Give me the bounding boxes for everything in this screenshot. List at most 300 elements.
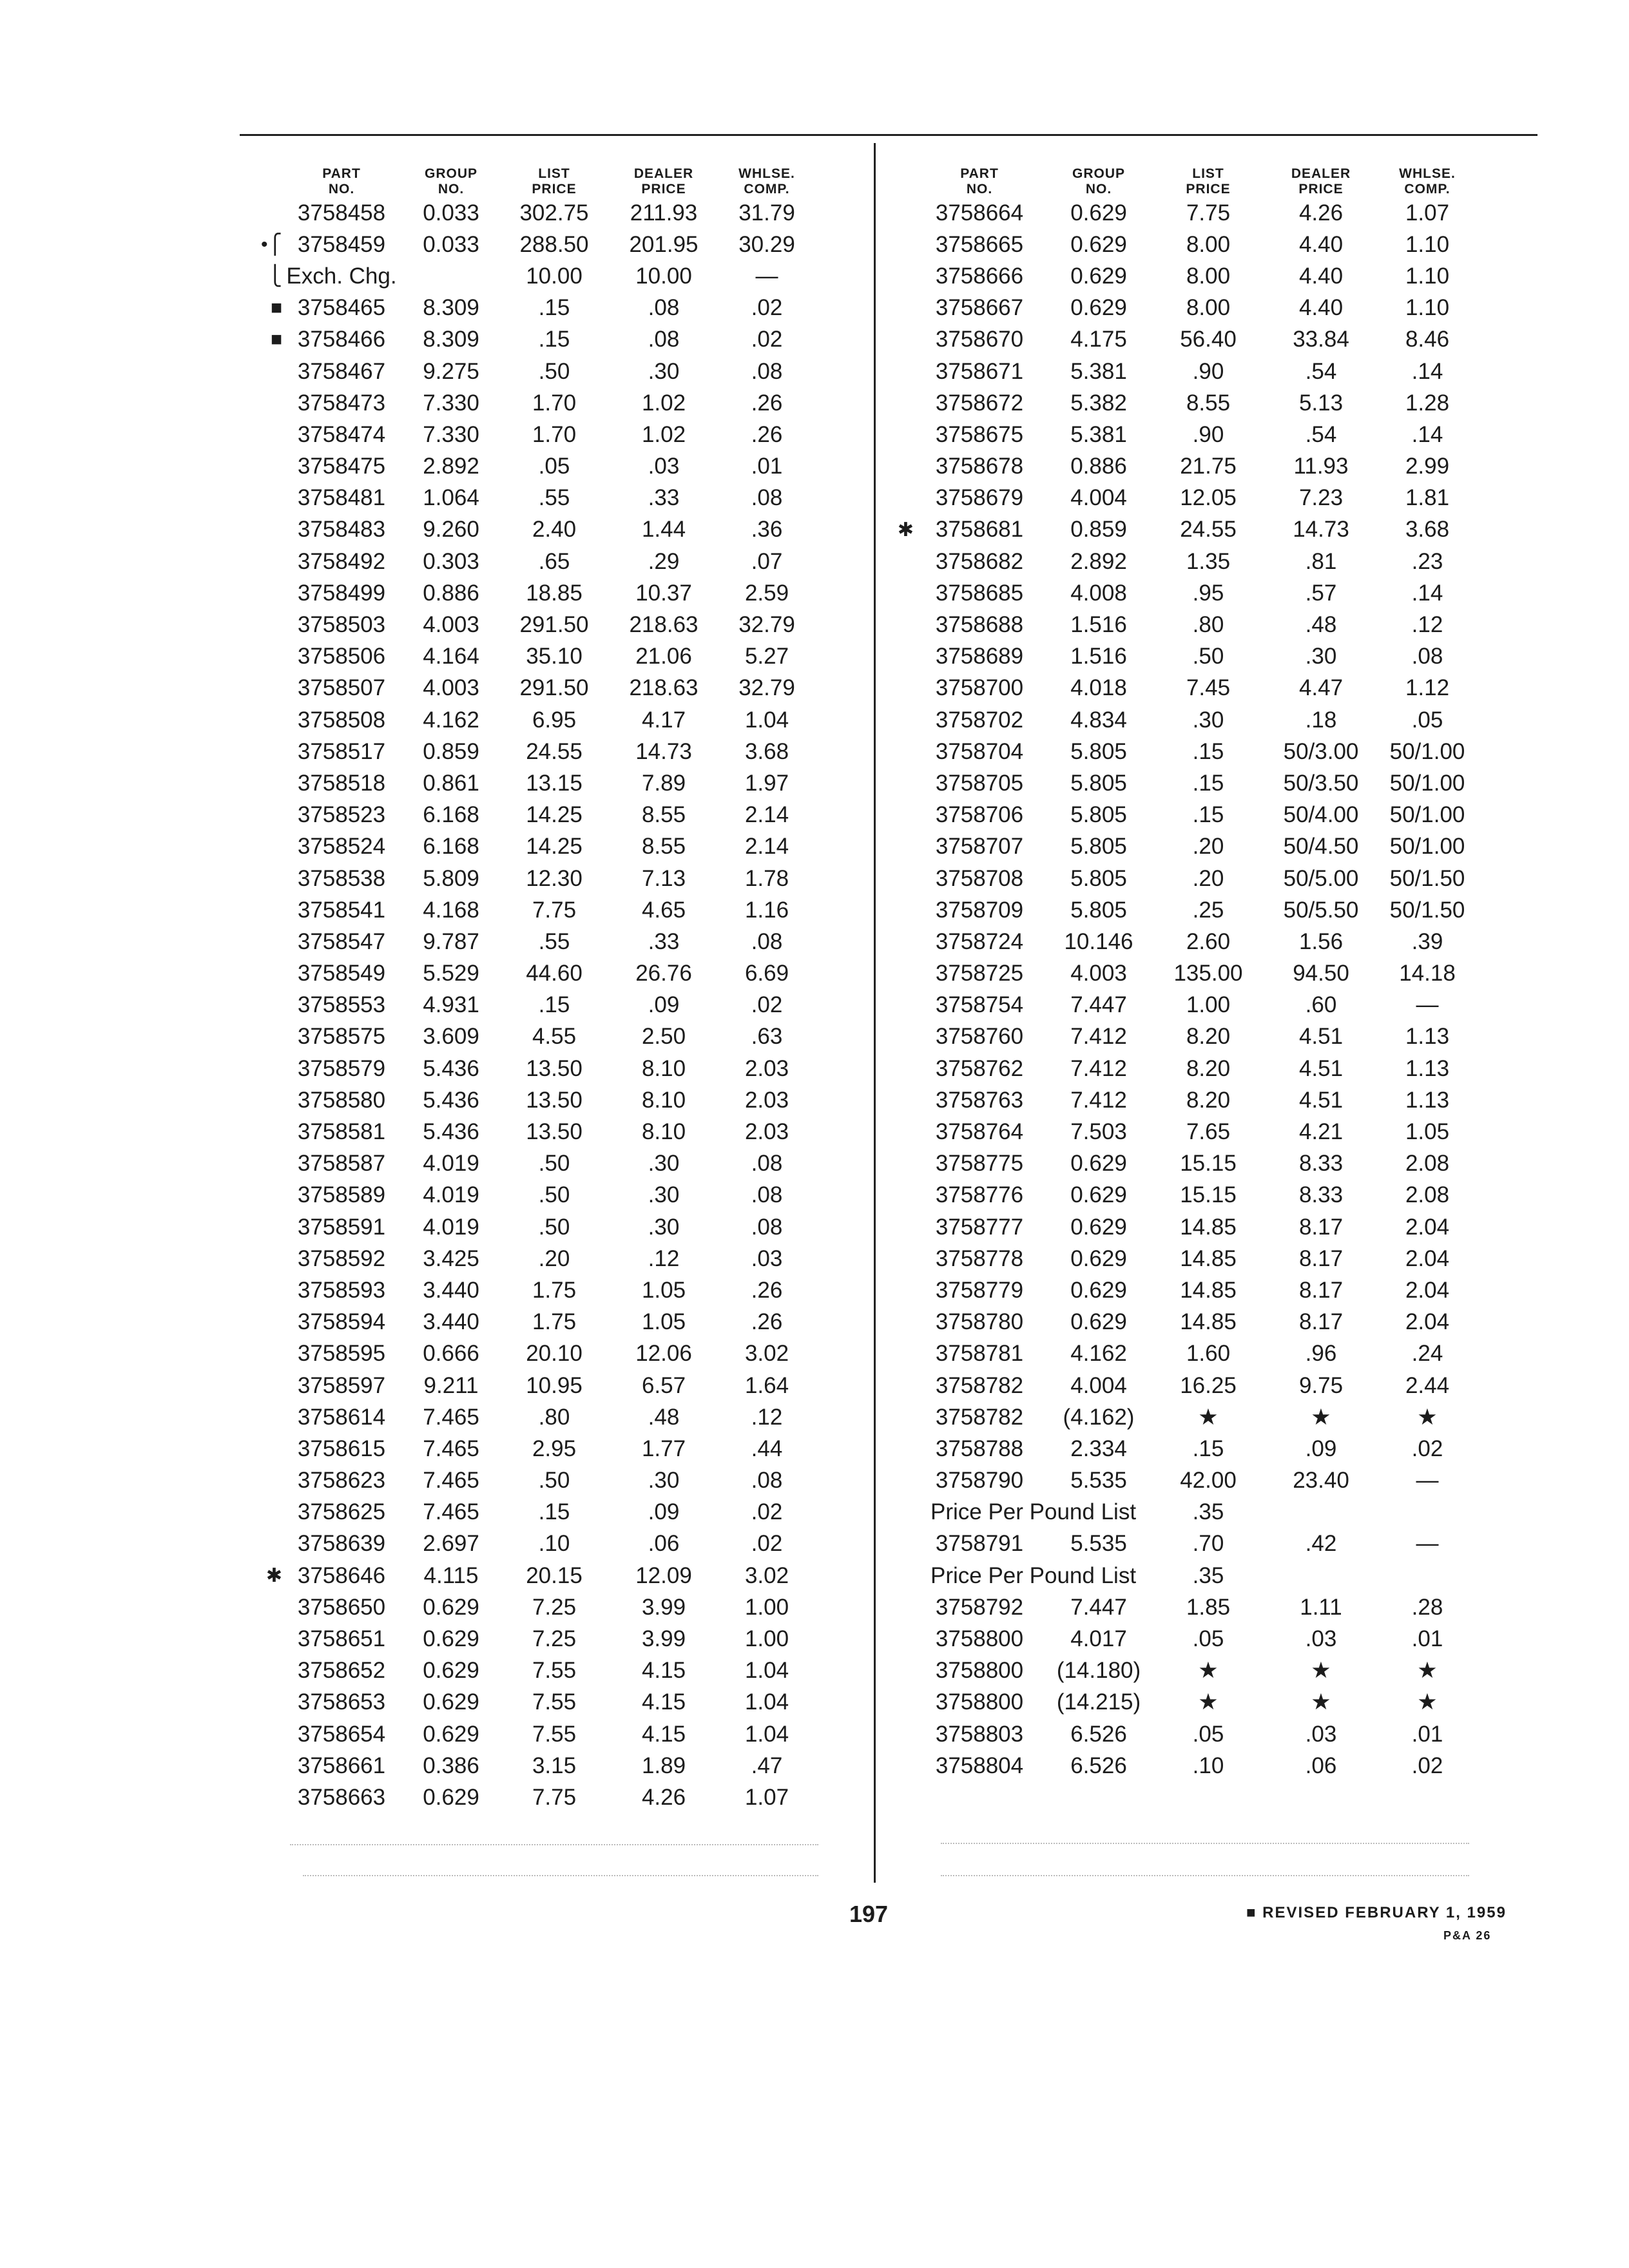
whlse-comp: .23 bbox=[1411, 548, 1443, 574]
table-row bbox=[915, 1274, 1508, 1306]
dealer-price: 218.63 bbox=[629, 675, 699, 701]
part-no: 3758652 bbox=[297, 1658, 386, 1684]
dealer-price: 10.00 bbox=[635, 263, 692, 289]
dealer-price: ★ bbox=[1311, 1689, 1331, 1715]
table-row bbox=[915, 1687, 1508, 1718]
list-price: 8.20 bbox=[1186, 1087, 1231, 1113]
table-row bbox=[284, 546, 838, 577]
group-no: 7.330 bbox=[423, 390, 479, 416]
part-no: 3758678 bbox=[935, 454, 1024, 479]
whlse-comp: 14.18 bbox=[1399, 961, 1456, 986]
list-price: 14.85 bbox=[1180, 1245, 1237, 1271]
list-price: 8.00 bbox=[1186, 263, 1231, 289]
whlse-comp: .02 bbox=[751, 327, 783, 352]
list-price: 1.85 bbox=[1186, 1594, 1231, 1620]
whlse-comp: .08 bbox=[751, 928, 783, 954]
whlse-comp: 3.68 bbox=[744, 738, 789, 764]
list-price: 4.55 bbox=[532, 1024, 577, 1050]
part-no: 3758754 bbox=[935, 992, 1024, 1018]
dealer-price: 1.77 bbox=[641, 1436, 686, 1461]
whlse-comp: .26 bbox=[751, 390, 783, 416]
group-no: 9.787 bbox=[423, 928, 479, 954]
table-row bbox=[915, 800, 1508, 831]
part-no: 3758675 bbox=[935, 421, 1024, 447]
list-price: 44.60 bbox=[526, 961, 583, 986]
whlse-comp: 1.13 bbox=[1405, 1055, 1450, 1081]
dealer-price: .08 bbox=[648, 327, 680, 352]
table-row bbox=[284, 1053, 838, 1084]
part-no: 3758507 bbox=[297, 675, 386, 701]
table-body bbox=[897, 197, 1508, 1782]
dealer-price: 6.57 bbox=[641, 1372, 686, 1398]
dealer-price: 4.26 bbox=[641, 1784, 686, 1810]
dealer-price: 4.26 bbox=[1298, 200, 1344, 226]
part-no: 3758458 bbox=[297, 200, 386, 226]
list-price: 16.25 bbox=[1180, 1372, 1237, 1398]
whlse-comp: 6.69 bbox=[744, 961, 789, 986]
part-no: 3758625 bbox=[297, 1499, 386, 1525]
list-price: 21.75 bbox=[1180, 454, 1237, 479]
dealer-price: .30 bbox=[648, 358, 680, 384]
group-no: 4.019 bbox=[423, 1182, 479, 1208]
group-no: 0.666 bbox=[423, 1341, 479, 1367]
part-no: 3758654 bbox=[297, 1721, 386, 1747]
part-no: 3758777 bbox=[935, 1214, 1024, 1240]
whlse-comp: 1.12 bbox=[1405, 675, 1450, 701]
dealer-price: 50/3.50 bbox=[1283, 770, 1359, 796]
table-row bbox=[284, 736, 838, 767]
list-price: 1.75 bbox=[532, 1309, 577, 1335]
list-price: .10 bbox=[1192, 1753, 1224, 1778]
list-price: 7.45 bbox=[1186, 675, 1231, 701]
header-part-no: PART NO. bbox=[960, 166, 999, 197]
whlse-comp: .26 bbox=[751, 1277, 783, 1303]
whlse-comp: .08 bbox=[751, 358, 783, 384]
list-price: .15 bbox=[1192, 802, 1224, 828]
part-no: 3758547 bbox=[297, 928, 386, 954]
part-no: 3758688 bbox=[935, 612, 1024, 638]
list-price: .90 bbox=[1192, 358, 1224, 384]
group-no: 5.382 bbox=[1070, 390, 1127, 416]
part-no: 3758775 bbox=[935, 1151, 1024, 1177]
dealer-price: .30 bbox=[648, 1182, 680, 1208]
table-row bbox=[284, 1243, 838, 1274]
part-no: 3758639 bbox=[297, 1531, 386, 1557]
list-price: 18.85 bbox=[526, 580, 583, 606]
whlse-comp: — bbox=[1416, 1531, 1439, 1557]
whlse-comp: 1.16 bbox=[744, 897, 789, 923]
table-row bbox=[284, 514, 838, 546]
list-price: .25 bbox=[1192, 897, 1224, 923]
list-price: ★ bbox=[1198, 1404, 1219, 1430]
dealer-price: 8.17 bbox=[1298, 1245, 1344, 1271]
list-price: 15.15 bbox=[1180, 1151, 1237, 1177]
dealer-price: 211.93 bbox=[630, 200, 698, 226]
group-no: (14.215) bbox=[1056, 1689, 1141, 1715]
dealer-price: 94.50 bbox=[1293, 961, 1349, 986]
dealer-price: 7.23 bbox=[1298, 485, 1344, 511]
whlse-comp: .36 bbox=[751, 517, 783, 543]
table-row bbox=[284, 1687, 838, 1718]
list-price: ★ bbox=[1198, 1689, 1219, 1715]
row-marker: ⎩ bbox=[267, 265, 282, 287]
whlse-comp: .02 bbox=[751, 295, 783, 321]
table-row bbox=[915, 356, 1508, 387]
whlse-comp: 2.14 bbox=[744, 834, 789, 860]
table-row bbox=[284, 1465, 838, 1497]
list-price: .55 bbox=[538, 928, 570, 954]
whlse-comp: 1.07 bbox=[744, 1784, 789, 1810]
dealer-price: 4.21 bbox=[1298, 1119, 1344, 1145]
list-price: 15.15 bbox=[1180, 1182, 1237, 1208]
group-no: 1.064 bbox=[423, 485, 479, 511]
group-no: 0.629 bbox=[1070, 1309, 1127, 1335]
group-no: 0.859 bbox=[1070, 517, 1127, 543]
whlse-comp: .02 bbox=[751, 1499, 783, 1525]
dealer-price: .96 bbox=[1305, 1341, 1337, 1367]
part-no: 3758666 bbox=[935, 263, 1024, 289]
group-no: 0.033 bbox=[423, 200, 479, 226]
part-no: 3758803 bbox=[935, 1721, 1024, 1747]
part-no: 3758615 bbox=[297, 1436, 386, 1461]
dealer-price: .33 bbox=[648, 928, 680, 954]
list-price: 24.55 bbox=[1180, 517, 1237, 543]
group-no: 0.629 bbox=[1070, 1182, 1127, 1208]
group-no: 5.805 bbox=[1070, 865, 1127, 891]
list-price: 12.30 bbox=[526, 865, 583, 891]
whlse-comp: .02 bbox=[751, 1531, 783, 1557]
dealer-price: .03 bbox=[648, 454, 680, 479]
whlse-comp: — bbox=[755, 263, 778, 289]
row-marker: ■ bbox=[270, 297, 282, 319]
group-no: 0.629 bbox=[423, 1721, 479, 1747]
group-no: 5.805 bbox=[1070, 770, 1127, 796]
header-part-no: PART NO. bbox=[322, 166, 361, 197]
table-header bbox=[284, 152, 838, 197]
part-no: 3758580 bbox=[297, 1087, 386, 1113]
part-no: 3758685 bbox=[935, 580, 1024, 606]
whlse-comp: 3.02 bbox=[744, 1341, 789, 1367]
group-no: 3.609 bbox=[423, 1024, 479, 1050]
part-no: 3758682 bbox=[935, 548, 1024, 574]
table-row bbox=[284, 1718, 838, 1750]
dealer-price: 4.40 bbox=[1298, 263, 1344, 289]
dealer-price: 1.05 bbox=[641, 1309, 686, 1335]
dealer-price: 8.55 bbox=[641, 834, 686, 860]
whlse-comp: 3.68 bbox=[1405, 517, 1450, 543]
dealer-price: 9.75 bbox=[1298, 1372, 1344, 1398]
list-price: .35 bbox=[1192, 1499, 1224, 1525]
table-row bbox=[284, 1148, 838, 1180]
header-group-no: GROUP NO. bbox=[1072, 166, 1125, 197]
table-row bbox=[284, 1370, 838, 1401]
table-row bbox=[915, 1021, 1508, 1053]
whlse-comp: 2.03 bbox=[744, 1055, 789, 1081]
table-row bbox=[915, 1053, 1508, 1084]
part-no: 3758591 bbox=[297, 1214, 386, 1240]
whlse-comp: 50/1.00 bbox=[1389, 770, 1465, 796]
group-no: 0.629 bbox=[1070, 263, 1127, 289]
whlse-comp: 32.79 bbox=[738, 612, 795, 638]
part-no: 3758503 bbox=[297, 612, 386, 638]
dealer-price: 4.40 bbox=[1298, 231, 1344, 257]
group-no: 0.629 bbox=[1070, 1277, 1127, 1303]
whlse-comp: 1.81 bbox=[1405, 485, 1450, 511]
dealer-price: 26.76 bbox=[635, 961, 692, 986]
part-no: 3758506 bbox=[297, 644, 386, 669]
whlse-comp: 1.64 bbox=[744, 1372, 789, 1398]
dealer-price: .03 bbox=[1305, 1721, 1337, 1747]
table-row bbox=[915, 293, 1508, 324]
whlse-comp: 1.00 bbox=[744, 1626, 789, 1652]
price-table-right bbox=[897, 152, 1508, 1782]
table-row bbox=[915, 767, 1508, 799]
part-no: 3758541 bbox=[297, 897, 386, 923]
whlse-comp: .02 bbox=[1411, 1753, 1443, 1778]
header-whlse-comp: WHLSE. COMP. bbox=[738, 166, 795, 197]
table-row bbox=[915, 260, 1508, 292]
table-row bbox=[915, 419, 1508, 450]
part-no: 3758764 bbox=[935, 1119, 1024, 1145]
table-row bbox=[284, 1116, 838, 1148]
dealer-price: 10.37 bbox=[635, 580, 692, 606]
whlse-comp: 1.13 bbox=[1405, 1087, 1450, 1113]
faint-rule bbox=[941, 1875, 1469, 1876]
part-no: 3758776 bbox=[935, 1182, 1024, 1208]
row-marker: •⎧ bbox=[260, 234, 282, 256]
list-price: 10.00 bbox=[526, 263, 583, 289]
table-row bbox=[915, 1528, 1508, 1560]
row-marker: ✱ bbox=[897, 519, 914, 541]
part-no: 3758778 bbox=[935, 1245, 1024, 1271]
list-price: .90 bbox=[1192, 421, 1224, 447]
part-no: 3758483 bbox=[297, 517, 386, 543]
dealer-price: 4.51 bbox=[1298, 1087, 1344, 1113]
part-no: 3758623 bbox=[297, 1468, 386, 1494]
group-no: 2.892 bbox=[1070, 548, 1127, 574]
group-no: 5.805 bbox=[1070, 897, 1127, 923]
whlse-comp: .08 bbox=[751, 1151, 783, 1177]
dealer-price: 8.33 bbox=[1298, 1182, 1344, 1208]
table-row bbox=[915, 990, 1508, 1021]
part-no: 3758800 bbox=[935, 1689, 1024, 1715]
group-no: 0.629 bbox=[423, 1784, 479, 1810]
table-row bbox=[915, 1370, 1508, 1401]
price-table-left bbox=[260, 152, 838, 1814]
whlse-comp: .12 bbox=[751, 1404, 783, 1430]
table-row bbox=[284, 1497, 838, 1528]
dealer-price: .12 bbox=[648, 1245, 680, 1271]
whlse-comp: 2.03 bbox=[744, 1119, 789, 1145]
whlse-comp: 1.28 bbox=[1405, 390, 1450, 416]
group-no: 4.175 bbox=[1070, 327, 1127, 352]
table-row bbox=[284, 356, 838, 387]
list-price: 7.55 bbox=[532, 1658, 577, 1684]
list-price: 12.05 bbox=[1180, 485, 1237, 511]
table-row bbox=[284, 387, 838, 419]
group-no: 4.115 bbox=[423, 1562, 479, 1588]
group-no: 5.809 bbox=[423, 865, 479, 891]
dealer-price: .29 bbox=[648, 548, 680, 574]
group-no: 1.516 bbox=[1070, 612, 1127, 638]
part-no: 3758614 bbox=[297, 1404, 386, 1430]
whlse-comp: .08 bbox=[751, 1214, 783, 1240]
group-no: 7.447 bbox=[1070, 992, 1127, 1018]
group-no: 0.629 bbox=[1070, 1214, 1127, 1240]
list-price: 1.70 bbox=[532, 421, 577, 447]
table-row bbox=[284, 419, 838, 450]
table-row bbox=[915, 577, 1508, 609]
dealer-price: 21.06 bbox=[635, 644, 692, 669]
part-no: 3758646 bbox=[297, 1562, 386, 1588]
dealer-price: 218.63 bbox=[629, 612, 699, 638]
whlse-comp: .01 bbox=[1411, 1721, 1443, 1747]
whlse-comp: .08 bbox=[1411, 644, 1443, 669]
part-no: 3758792 bbox=[935, 1594, 1024, 1620]
table-row bbox=[915, 1243, 1508, 1274]
table-row bbox=[915, 1084, 1508, 1116]
table-row bbox=[284, 863, 838, 894]
list-price: .55 bbox=[538, 485, 570, 511]
dealer-price: 1.89 bbox=[641, 1753, 686, 1778]
list-price: 8.20 bbox=[1186, 1055, 1231, 1081]
table-row bbox=[915, 1211, 1508, 1243]
whlse-comp: 2.04 bbox=[1405, 1214, 1450, 1240]
dealer-price: 201.95 bbox=[629, 231, 699, 257]
table-row bbox=[915, 1307, 1508, 1338]
dealer-price: 4.47 bbox=[1298, 675, 1344, 701]
dealer-price: 4.40 bbox=[1298, 295, 1344, 321]
table-row bbox=[915, 641, 1508, 673]
part-no: 3758724 bbox=[935, 928, 1024, 954]
faint-rule bbox=[941, 1843, 1469, 1844]
dealer-price: .09 bbox=[1305, 1436, 1337, 1461]
group-no: 8.309 bbox=[423, 295, 479, 321]
group-no: 6.168 bbox=[423, 802, 479, 828]
list-price: 14.25 bbox=[526, 834, 583, 860]
header-group-no: GROUP NO. bbox=[424, 166, 477, 197]
table-row bbox=[284, 800, 838, 831]
whlse-comp: 1.07 bbox=[1405, 200, 1450, 226]
part-no: 3758661 bbox=[297, 1753, 386, 1778]
group-no: 5.381 bbox=[1070, 358, 1127, 384]
group-no: 0.629 bbox=[423, 1594, 479, 1620]
dealer-price: 8.17 bbox=[1298, 1277, 1344, 1303]
part-no: 3758651 bbox=[297, 1626, 386, 1652]
group-no: 4.003 bbox=[423, 675, 479, 701]
whlse-comp: 1.04 bbox=[744, 1721, 789, 1747]
table-row bbox=[284, 673, 838, 704]
list-price: 2.95 bbox=[532, 1436, 577, 1461]
group-no: 5.436 bbox=[423, 1119, 479, 1145]
whlse-comp: ★ bbox=[1417, 1658, 1438, 1684]
whlse-comp: 1.04 bbox=[744, 707, 789, 733]
whlse-comp: 1.04 bbox=[744, 1689, 789, 1715]
row-marker: ■ bbox=[270, 329, 282, 351]
whlse-comp: .08 bbox=[751, 485, 783, 511]
table-row bbox=[915, 704, 1508, 736]
dealer-price: 50/4.50 bbox=[1283, 834, 1359, 860]
top-rule bbox=[240, 134, 1537, 136]
group-no: 3.425 bbox=[423, 1245, 479, 1271]
dealer-price: .54 bbox=[1305, 421, 1337, 447]
table-row bbox=[270, 293, 838, 324]
list-price: 7.25 bbox=[532, 1594, 577, 1620]
part-no: 3758708 bbox=[935, 865, 1024, 891]
list-price: 1.75 bbox=[532, 1277, 577, 1303]
group-no: 9.211 bbox=[423, 1372, 479, 1398]
list-price: 7.75 bbox=[532, 1784, 577, 1810]
table-row bbox=[284, 197, 838, 229]
list-price: ★ bbox=[1198, 1658, 1219, 1684]
group-no: 3.440 bbox=[423, 1277, 479, 1303]
table-row bbox=[284, 451, 838, 483]
group-no: 0.859 bbox=[423, 738, 479, 764]
list-price: .80 bbox=[1192, 612, 1224, 638]
list-price: 288.50 bbox=[519, 231, 589, 257]
table-row bbox=[915, 1560, 1508, 1591]
dealer-price: 11.93 bbox=[1293, 454, 1349, 479]
list-price: 14.85 bbox=[1180, 1309, 1237, 1335]
whlse-comp: .26 bbox=[751, 1309, 783, 1335]
group-no: 4.003 bbox=[1070, 961, 1127, 986]
group-no: 7.447 bbox=[1070, 1594, 1127, 1620]
group-no: 0.629 bbox=[423, 1658, 479, 1684]
dealer-price: 8.10 bbox=[641, 1055, 686, 1081]
table-row bbox=[915, 1655, 1508, 1687]
part-no: 3758706 bbox=[935, 802, 1024, 828]
part-no: 3758800 bbox=[935, 1658, 1024, 1684]
faint-rule bbox=[290, 1844, 818, 1845]
group-no: 7.412 bbox=[1070, 1055, 1127, 1081]
group-no: 0.629 bbox=[423, 1626, 479, 1652]
whlse-comp: .44 bbox=[751, 1436, 783, 1461]
group-no: 0.629 bbox=[1070, 231, 1127, 257]
part-no: 3758518 bbox=[297, 770, 386, 796]
list-price: 8.00 bbox=[1186, 231, 1231, 257]
part-no: 3758671 bbox=[935, 358, 1024, 384]
dealer-price: 7.89 bbox=[641, 770, 686, 796]
list-price: .15 bbox=[538, 295, 570, 321]
table-row bbox=[915, 546, 1508, 577]
list-price: .50 bbox=[538, 1182, 570, 1208]
part-no: 3758549 bbox=[297, 961, 386, 986]
group-no: 2.697 bbox=[423, 1531, 479, 1557]
group-no: 6.526 bbox=[1070, 1753, 1127, 1778]
table-row bbox=[915, 1718, 1508, 1750]
table-row bbox=[915, 1338, 1508, 1370]
table-row bbox=[915, 197, 1508, 229]
table-row bbox=[915, 324, 1508, 356]
faint-rule bbox=[303, 1875, 818, 1876]
table-row bbox=[915, 451, 1508, 483]
list-price: .10 bbox=[538, 1531, 570, 1557]
whlse-comp: 1.00 bbox=[744, 1594, 789, 1620]
list-price: .30 bbox=[1192, 707, 1224, 733]
list-price: .15 bbox=[1192, 770, 1224, 796]
group-no: 4.018 bbox=[1070, 675, 1127, 701]
dealer-price: 4.15 bbox=[641, 1689, 686, 1715]
part-no: 3758475 bbox=[297, 454, 386, 479]
dealer-price: .30 bbox=[1305, 644, 1337, 669]
dealer-price: 5.13 bbox=[1298, 390, 1344, 416]
whlse-comp: 8.46 bbox=[1405, 327, 1450, 352]
table-row bbox=[284, 1655, 838, 1687]
list-price: 7.75 bbox=[1186, 200, 1231, 226]
table-row bbox=[284, 641, 838, 673]
group-no: 7.465 bbox=[423, 1499, 479, 1525]
dealer-price: .42 bbox=[1305, 1531, 1337, 1557]
